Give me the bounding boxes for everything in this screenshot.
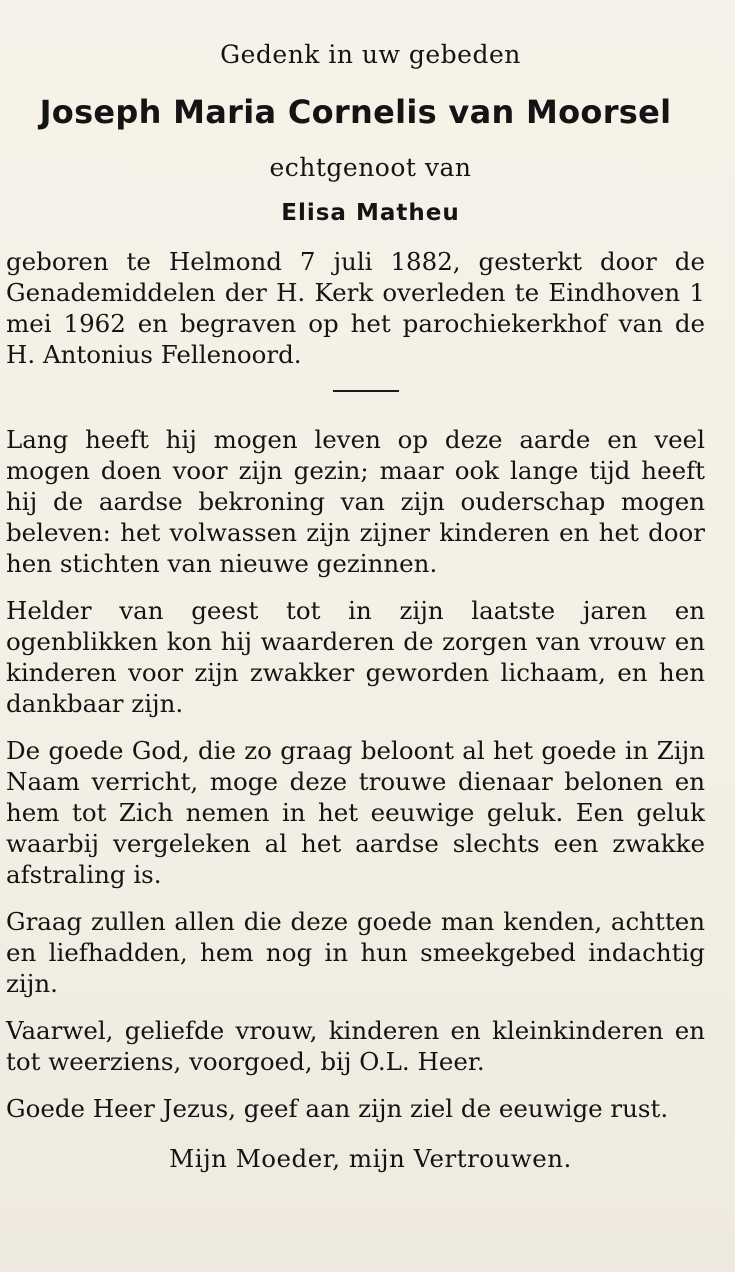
biography-paragraph: geboren te Helmond 7 juli 1882, gesterkt door de Genademiddelen der H. Kerk overleden te Eindhoven 1 mei 1962 en begraven op het parochiekerkhof van de H. Antonius Fellenoord. (6, 247, 705, 369)
text-paragraph: De goede God, die zo graag beloont al het goede in Zijn Naam verricht, moge deze trouwe dienaar belonen en hem tot Zich nemen in het eeuwige geluk. Een geluk waarbij vergeleken al het aardse slechts een zwakke afstraling is. (6, 736, 705, 889)
prayer-paragraph: Goede Heer Jezus, geef aan zijn ziel de eeuwige rust. (6, 1094, 669, 1123)
divider-line (333, 390, 399, 392)
text-paragraph: Lang heeft hij mogen leven op deze aarde en veel mogen doen voor zijn gezin; maar ook lange tijd heeft hij de aardse bekroning van zijn ouderschap mogen beleven: het volwassen zijn zijner kinderen en het door hen stichten van nieuwe gezinnen. (6, 425, 705, 578)
intro-line: Gedenk in uw gebeden (220, 40, 521, 69)
text-paragraph: Helder van geest tot in zijn laatste jaren en ogenblikken kon hij waarderen de zorgen van vrouw en kinderen voor zijn zwakker geworden lichaam, en hen dankbaar zijn. (6, 596, 705, 718)
spouse-label: echtgenoot van (269, 153, 472, 182)
spouse-name: Elisa Matheu (281, 200, 460, 226)
deceased-name: Joseph Maria Cornelis van Moorsel (39, 93, 672, 131)
closing-line: Mijn Moeder, mijn Vertrouwen. (169, 1144, 572, 1173)
text-paragraph: Graag zullen allen die deze goede man kenden, achtten en liefhadden, hem nog in hun smeekgebed indachtig zijn. (6, 907, 705, 998)
text-paragraph: Vaarwel, geliefde vrouw, kinderen en kleinkinderen en tot weerziens, voorgoed, bij O.L. Heer. (6, 1016, 705, 1076)
